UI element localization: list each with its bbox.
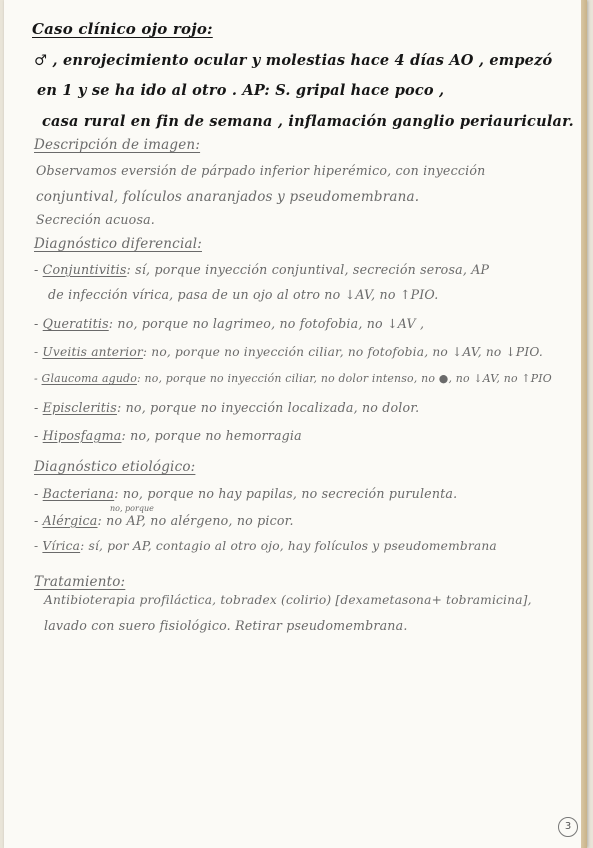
differential-item-glaucoma: - Glaucoma agudo: no, porque no inyección ciliar, no dolor intenso, no ●, no ↓AV, no ↑PIO	[34, 372, 552, 385]
description-line-2: conjuntival, folículos anaranjados y pseudomembrana.	[36, 189, 420, 205]
treatment-line-2: lavado con suero fisiológico. Retirar pseudomembrana.	[44, 618, 408, 633]
etiologic-item-alergica: - Alérgica: no AP, no alérgeno, no picor.	[34, 513, 294, 528]
etiologic-item-virica: - Vírica: sí, por AP, contagio al otro ojo, hay folículos y pseudomembrana	[34, 539, 497, 553]
differential-item-hiposfagma: - Hiposfagma: no, porque no hemorragia	[34, 428, 302, 443]
description-line-3: Secreción acuosa.	[36, 212, 156, 227]
etiologic-heading: Diagnóstico etiológico:	[34, 459, 196, 475]
etiologic-item-bacteriana: - Bacteriana: no, porque no hay papilas, no secreción purulenta.	[34, 486, 458, 501]
differential-item-episcleritis: - Episcleritis: no, porque no inyección localizada, no dolor.	[34, 400, 420, 415]
differential-heading: Diagnóstico diferencial:	[34, 236, 202, 252]
differential-item-uveitis: - Uveitis anterior: no, porque no inyección ciliar, no fotofobia, no ↓AV, no ↓PIO.	[34, 345, 543, 359]
case-line-2: en 1 y se ha ido al otro . AP: S. gripal hace poco ,	[37, 82, 445, 99]
case-line-1: ♂ , enrojecimiento ocular y molestias hace 4 días AO , empezó	[34, 52, 553, 69]
case-title: Caso clínico ojo rojo:	[32, 20, 213, 38]
page-edge	[581, 0, 587, 848]
differential-item-conjuntivitis-cont: de infección vírica, pasa de un ojo al otro no ↓AV, no ↑PIO.	[48, 287, 439, 302]
etiologic-item-alergica-note: no, porque	[110, 504, 154, 513]
description-line-1: Observamos eversión de párpado inferior hiperémico, con inyección	[36, 163, 486, 178]
description-heading: Descripción de imagen:	[34, 137, 201, 153]
treatment-heading: Tratamiento:	[34, 574, 126, 590]
case-line-3: casa rural en fin de semana , inflamación ganglio periauricular.	[42, 113, 574, 130]
differential-item-conjuntivitis: - Conjuntivitis: sí, porque inyección conjuntival, secreción serosa, AP	[34, 262, 490, 277]
treatment-line-1: Antibioterapia profiláctica, tobradex (colirio) [dexametasona+ tobramicina],	[44, 593, 532, 607]
page-number: 3	[558, 817, 578, 837]
differential-item-queratitis: - Queratitis: no, porque no lagrimeo, no fotofobia, no ↓AV ,	[34, 316, 425, 331]
notebook-page	[4, 0, 587, 848]
